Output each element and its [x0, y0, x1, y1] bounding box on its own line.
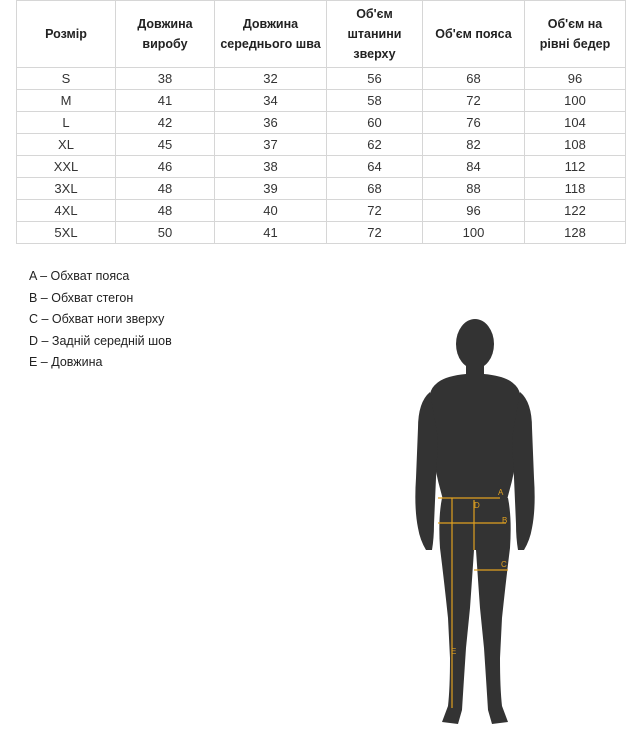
measurement-cell: 108 — [525, 134, 626, 156]
measurement-cell: 50 — [116, 222, 215, 244]
measurement-cell: 68 — [327, 178, 423, 200]
measurement-cell: 104 — [525, 112, 626, 134]
measurement-cell: 122 — [525, 200, 626, 222]
measurement-cell: 48 — [116, 178, 215, 200]
table-header-cell: Об'єм на рівні бедер — [525, 1, 626, 68]
table-row — [17, 178, 626, 200]
measure-label-a: A — [498, 488, 504, 497]
measurement-cell: 48 — [116, 200, 215, 222]
table-header-cell: Об'єм пояса — [423, 1, 525, 68]
measure-label-e: E — [451, 647, 457, 656]
measurement-cell: 118 — [525, 178, 626, 200]
table-row — [17, 156, 626, 178]
measurement-cell: 84 — [423, 156, 525, 178]
legend-item-b: B – Обхват стегон — [29, 290, 134, 305]
size-cell: XXL — [17, 156, 116, 178]
size-table — [16, 0, 626, 244]
measurement-cell: 46 — [116, 156, 215, 178]
body-silhouette-figure — [408, 318, 538, 732]
measurement-cell: 38 — [116, 68, 215, 90]
table-row — [17, 90, 626, 112]
measurement-cell: 56 — [327, 68, 423, 90]
measurement-cell: 100 — [423, 222, 525, 244]
table-row — [17, 112, 626, 134]
size-cell: 5XL — [17, 222, 116, 244]
table-header-row — [17, 1, 626, 68]
measurement-cell: 45 — [116, 134, 215, 156]
table-header-cell: Довжина виробу — [116, 1, 215, 68]
measurement-cell: 88 — [423, 178, 525, 200]
measurement-cell: 38 — [215, 156, 327, 178]
legend-item-e: E – Довжина — [29, 355, 103, 369]
size-cell: M — [17, 90, 116, 112]
silhouette-legs — [439, 498, 510, 724]
table-row — [17, 68, 626, 90]
measurement-cell: 128 — [525, 222, 626, 244]
measurement-cell: 41 — [215, 222, 327, 244]
legend-item-a: A – Обхват пояса — [29, 269, 130, 283]
measurement-cell: 42 — [116, 112, 215, 134]
measurement-cell: 32 — [215, 68, 327, 90]
measurement-cell: 37 — [215, 134, 327, 156]
size-cell: 3XL — [17, 178, 116, 200]
table-header-cell: Об'єм штанини зверху — [327, 1, 423, 68]
table-body — [17, 68, 626, 244]
table-header-cell: Розмір — [17, 1, 116, 68]
table-row — [17, 200, 626, 222]
measure-label-d: D — [474, 501, 480, 510]
size-cell: 4XL — [17, 200, 116, 222]
measurement-cell: 112 — [525, 156, 626, 178]
measurement-cell: 68 — [423, 68, 525, 90]
measurement-cell: 62 — [327, 134, 423, 156]
size-cell: S — [17, 68, 116, 90]
measurement-cell: 96 — [525, 68, 626, 90]
measurement-cell: 82 — [423, 134, 525, 156]
measurement-cell: 40 — [215, 200, 327, 222]
measurement-cell: 72 — [423, 90, 525, 112]
legend-item-d: D – Задній середній шов — [29, 333, 172, 348]
silhouette-torso — [428, 374, 522, 504]
measurement-cell: 72 — [327, 200, 423, 222]
measurement-cell: 58 — [327, 90, 423, 112]
legend-item-c: C – Обхват ноги зверху — [29, 312, 165, 326]
measure-label-b: B — [502, 516, 508, 525]
measurement-legend — [29, 266, 172, 374]
human-silhouette — [415, 319, 534, 724]
size-cell: XL — [17, 134, 116, 156]
measurement-cell: 96 — [423, 200, 525, 222]
measurement-cell: 64 — [327, 156, 423, 178]
measurement-cell: 72 — [327, 222, 423, 244]
measurement-cell: 36 — [215, 112, 327, 134]
measurement-cell: 60 — [327, 112, 423, 134]
table-header-cell: Довжина середнього шва — [215, 1, 327, 68]
table-row — [17, 134, 626, 156]
table-row — [17, 222, 626, 244]
measurement-cell: 41 — [116, 90, 215, 112]
measurement-cell: 34 — [215, 90, 327, 112]
size-cell: L — [17, 112, 116, 134]
measurement-cell: 100 — [525, 90, 626, 112]
silhouette-head — [456, 319, 494, 369]
measure-label-c: C — [501, 560, 507, 569]
measurement-cell: 39 — [215, 178, 327, 200]
measurement-cell: 76 — [423, 112, 525, 134]
